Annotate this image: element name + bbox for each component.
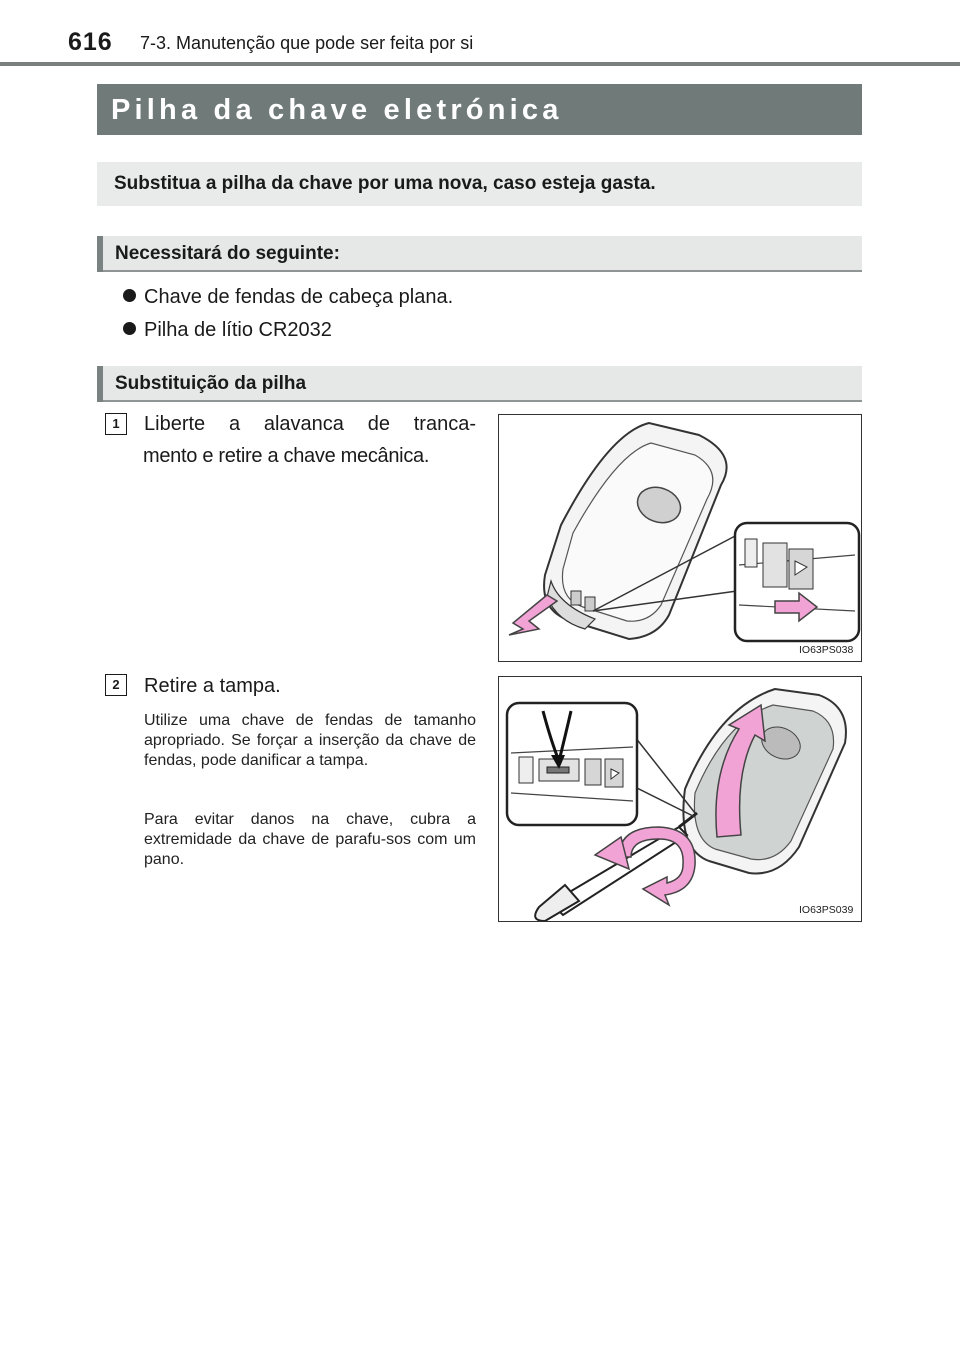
figure-code: IO63PS038 bbox=[799, 644, 854, 656]
figure-step-1 bbox=[498, 414, 862, 662]
needed-heading: Necessitará do seguinte: bbox=[115, 243, 340, 264]
header-rule bbox=[0, 62, 960, 66]
replacement-heading-bar bbox=[97, 366, 862, 402]
intro-text: Substitua a pilha da chave por uma nova, caso esteja gasta. bbox=[114, 173, 656, 194]
page-number: 616 bbox=[68, 28, 113, 56]
needed-heading-bar bbox=[97, 236, 862, 272]
list-item-text: Chave de fendas de cabeça plana. bbox=[144, 286, 454, 308]
step-number-1: 1 bbox=[105, 413, 127, 435]
step-1-line: Liberte a alavanca de tranca- bbox=[144, 413, 476, 435]
figure-code: IO63PS039 bbox=[799, 904, 854, 916]
step-1-line: mento e retire a chave mecânica. bbox=[143, 445, 430, 467]
step-2-note-1: Utilize uma chave de fendas de tamanho apropriado. Se forçar a inserção da chave de fendas, pode danificar a tampa. bbox=[144, 712, 476, 769]
bullet-icon bbox=[123, 289, 136, 302]
step-1-text bbox=[144, 408, 476, 472]
section-title-bar bbox=[97, 84, 862, 135]
page-title: Pilha da chave eletrónica bbox=[111, 94, 563, 126]
cover-removal-illustration bbox=[499, 677, 861, 921]
figure-step-2 bbox=[498, 676, 862, 922]
list-item bbox=[123, 286, 453, 309]
key-fob-illustration bbox=[499, 415, 861, 661]
chapter-title: 7-3. Manutenção que pode ser feita por si bbox=[140, 33, 474, 53]
list-item bbox=[123, 319, 332, 342]
step-2-text: Retire a tampa. bbox=[144, 675, 281, 697]
step-number-2: 2 bbox=[105, 674, 127, 696]
replacement-heading: Substituição da pilha bbox=[115, 373, 307, 394]
list-item-text: Pilha de lítio CR2032 bbox=[144, 319, 332, 341]
intro-box bbox=[97, 162, 862, 206]
step-2-note-2: Para evitar danos na chave, cubra a extremidade da chave de parafu-sos com um pano. bbox=[144, 811, 476, 868]
bullet-icon bbox=[123, 322, 136, 335]
